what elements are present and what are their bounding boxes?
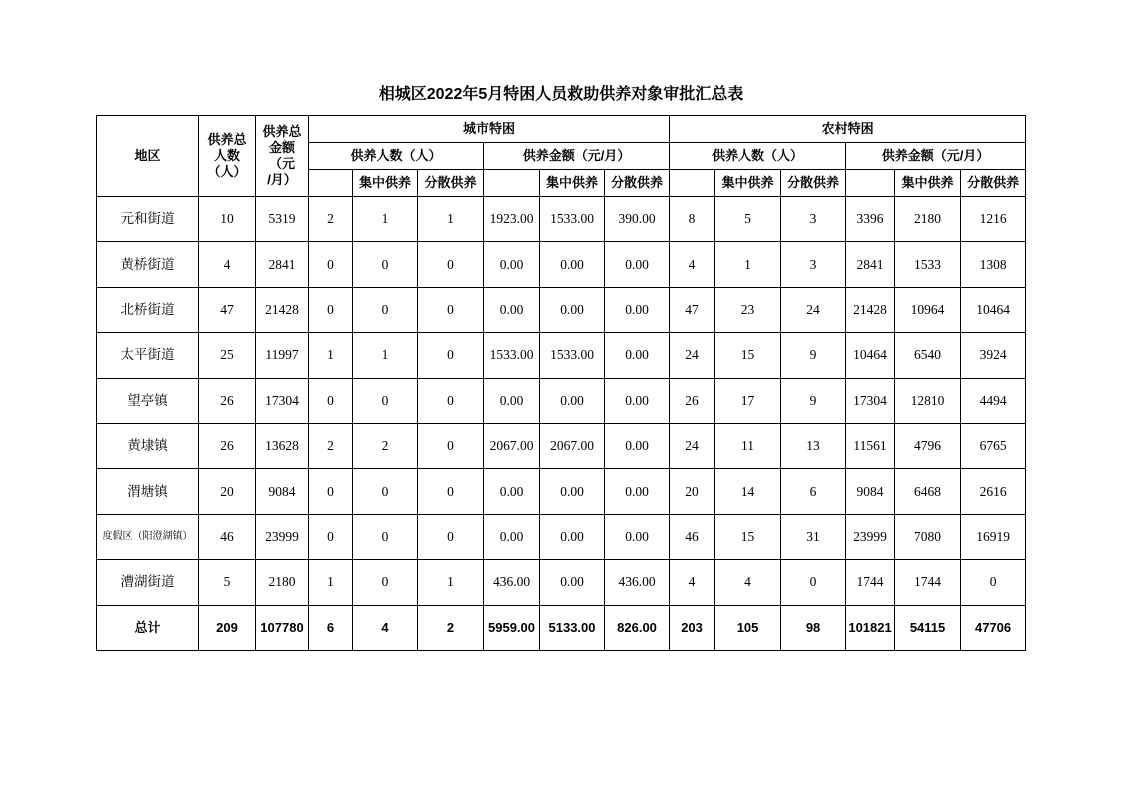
total-amount-header-line: 供养总 — [262, 124, 302, 139]
urban-amount-total-cell: 5959.00 — [484, 605, 540, 650]
region-cell: 望亭镇 — [97, 378, 199, 423]
urban-people-total-cell: 0 — [309, 378, 353, 423]
total-amount-cell: 9084 — [256, 469, 309, 514]
urban-people-centralized-cell: 0 — [353, 378, 418, 423]
urban-amount-centralized-header: 集中供养 — [540, 170, 605, 197]
total-people-cell: 46 — [199, 514, 256, 559]
table-row — [97, 469, 1026, 514]
urban-amount-total-cell: 436.00 — [484, 560, 540, 605]
urban-amount-dispersed-cell: 0.00 — [605, 333, 670, 378]
rural-people-centralized-cell: 5 — [715, 197, 781, 242]
urban-people-total-cell: 0 — [309, 514, 353, 559]
total-people-cell: 25 — [199, 333, 256, 378]
rural-people-dispersed-cell: 3 — [781, 197, 846, 242]
total-amount-header-line: 金额 — [268, 140, 295, 155]
total-amount-cell: 23999 — [256, 514, 309, 559]
rural-people-dispersed-cell: 0 — [781, 560, 846, 605]
urban-amount-centralized-cell: 0.00 — [540, 378, 605, 423]
region-cell: 黄埭镇 — [97, 423, 199, 468]
urban-amount-dispersed-cell: 0.00 — [605, 378, 670, 423]
rural-amount-centralized-cell: 6540 — [895, 333, 961, 378]
table-row — [97, 242, 1026, 287]
total-people-header — [199, 116, 256, 197]
rural-amount-centralized-cell: 2180 — [895, 197, 961, 242]
total-people-cell: 10 — [199, 197, 256, 242]
rural-people-centralized-cell: 15 — [715, 514, 781, 559]
rural-people-total-cell: 46 — [670, 514, 715, 559]
rural-people-centralized-header: 集中供养 — [715, 170, 781, 197]
urban-people-total-cell: 6 — [309, 605, 353, 650]
rural-amount-total-cell: 101821 — [846, 605, 895, 650]
urban-amount-total-cell: 2067.00 — [484, 423, 540, 468]
rural-people-centralized-cell: 15 — [715, 333, 781, 378]
rural-amount-dispersed-cell: 6765 — [961, 423, 1026, 468]
total-people-header-line: 人数 — [213, 148, 240, 163]
total-people-cell: 26 — [199, 378, 256, 423]
rural-amount-centralized-header: 集中供养 — [895, 170, 961, 197]
urban-people-total-cell: 2 — [309, 197, 353, 242]
region-cell: 元和街道 — [97, 197, 199, 242]
rural-people-centralized-cell: 1 — [715, 242, 781, 287]
rural-people-dispersed-cell: 9 — [781, 333, 846, 378]
total-people-cell: 20 — [199, 469, 256, 514]
rural-amount-dispersed-cell: 47706 — [961, 605, 1026, 650]
page-title: 相城区2022年5月特困人员救助供养对象审批汇总表 — [378, 86, 744, 103]
urban-people-centralized-cell: 0 — [353, 469, 418, 514]
urban-amount-total-cell: 0.00 — [484, 378, 540, 423]
rural-amount-centralized-cell: 1744 — [895, 560, 961, 605]
urban-people-centralized-header: 集中供养 — [353, 170, 418, 197]
total-people-cell: 4 — [199, 242, 256, 287]
rural-amount-dispersed-cell: 16919 — [961, 514, 1026, 559]
urban-amount-centralized-cell: 1533.00 — [540, 197, 605, 242]
urban-people-total-cell: 0 — [309, 287, 353, 332]
urban-people-dispersed-cell: 0 — [418, 242, 484, 287]
urban-people-dispersed-cell: 0 — [418, 287, 484, 332]
rural-people-centralized-cell: 105 — [715, 605, 781, 650]
urban-amount-dispersed-header: 分散供养 — [605, 170, 670, 197]
rural-people-total-cell: 203 — [670, 605, 715, 650]
total-amount-cell: 2180 — [256, 560, 309, 605]
rural-amount-dispersed-cell: 3924 — [961, 333, 1026, 378]
region-cell: 度假区（阳澄湖镇） — [97, 514, 199, 559]
urban-people-dispersed-header: 分散供养 — [418, 170, 484, 197]
table-row — [97, 197, 1026, 242]
rural-people-centralized-cell: 11 — [715, 423, 781, 468]
rural-amount-centralized-cell: 10964 — [895, 287, 961, 332]
rural-amount-total-cell: 23999 — [846, 514, 895, 559]
urban-amount-total-cell: 1923.00 — [484, 197, 540, 242]
rural-amount-centralized-cell: 4796 — [895, 423, 961, 468]
region-cell: 太平街道 — [97, 333, 199, 378]
total-amount-cell: 5319 — [256, 197, 309, 242]
urban-amount-centralized-cell: 5133.00 — [540, 605, 605, 650]
total-amount-header — [256, 116, 309, 197]
urban-amount-dispersed-cell: 0.00 — [605, 469, 670, 514]
region-cell: 渭塘镇 — [97, 469, 199, 514]
urban-amount-centralized-cell: 2067.00 — [540, 423, 605, 468]
table-row — [97, 423, 1026, 468]
urban-people-centralized-cell: 1 — [353, 333, 418, 378]
urban-amount-dispersed-cell: 390.00 — [605, 197, 670, 242]
rural-people-centralized-cell: 23 — [715, 287, 781, 332]
table-row — [97, 287, 1026, 332]
rural-amount-header: 供养金额（元/月） — [846, 143, 1026, 170]
rural-amount-dispersed-header: 分散供养 — [961, 170, 1026, 197]
total-label-cell: 总计 — [97, 605, 199, 650]
urban-people-centralized-cell: 0 — [353, 560, 418, 605]
table-body — [97, 197, 1026, 651]
table-row — [97, 378, 1026, 423]
rural-people-dispersed-cell: 6 — [781, 469, 846, 514]
urban-people-total-cell: 0 — [309, 469, 353, 514]
rural-people-dispersed-cell: 3 — [781, 242, 846, 287]
urban-people-centralized-cell: 1 — [353, 197, 418, 242]
rural-amount-total-cell: 9084 — [846, 469, 895, 514]
rural-amount-total-cell: 21428 — [846, 287, 895, 332]
urban-people-dispersed-cell: 0 — [418, 423, 484, 468]
total-amount-header-line: /月） — [267, 172, 297, 187]
rural-people-total-cell: 24 — [670, 333, 715, 378]
rural-people-centralized-cell: 14 — [715, 469, 781, 514]
rural-people-header: 供养人数（人） — [670, 143, 846, 170]
urban-people-dispersed-cell: 2 — [418, 605, 484, 650]
table-row — [97, 514, 1026, 559]
urban-people-header: 供养人数（人） — [309, 143, 484, 170]
rural-amount-centralized-cell: 54115 — [895, 605, 961, 650]
rural-amount-dispersed-cell: 0 — [961, 560, 1026, 605]
rural-amount-total-cell: 3396 — [846, 197, 895, 242]
urban-amount-total-cell: 0.00 — [484, 469, 540, 514]
urban-amount-centralized-cell: 1533.00 — [540, 333, 605, 378]
summary-table — [96, 115, 1026, 651]
rural-people-dispersed-cell: 24 — [781, 287, 846, 332]
rural-people-total-cell: 47 — [670, 287, 715, 332]
table-header — [97, 116, 1026, 197]
urban-amount-dispersed-cell: 0.00 — [605, 423, 670, 468]
urban-people-dispersed-cell: 0 — [418, 333, 484, 378]
urban-amount-dispersed-cell: 0.00 — [605, 242, 670, 287]
urban-amount-centralized-cell: 0.00 — [540, 287, 605, 332]
total-amount-cell: 17304 — [256, 378, 309, 423]
rural-people-total-cell: 4 — [670, 560, 715, 605]
total-people-header-line: 供养总 — [207, 132, 247, 147]
rural-amount-centralized-cell: 1533 — [895, 242, 961, 287]
urban-people-dispersed-cell: 1 — [418, 197, 484, 242]
total-people-header-line: （人） — [207, 164, 247, 179]
total-people-cell: 47 — [199, 287, 256, 332]
urban-amount-total-cell: 0.00 — [484, 287, 540, 332]
rural-people-dispersed-cell: 98 — [781, 605, 846, 650]
urban-amount-centralized-cell: 0.00 — [540, 242, 605, 287]
total-amount-cell: 13628 — [256, 423, 309, 468]
rural-people-dispersed-cell: 13 — [781, 423, 846, 468]
total-amount-header-line: （元 — [268, 156, 295, 171]
urban-amount-total-cell: 1533.00 — [484, 333, 540, 378]
rural-people-total-cell: 20 — [670, 469, 715, 514]
total-amount-cell: 21428 — [256, 287, 309, 332]
urban-people-centralized-cell: 0 — [353, 287, 418, 332]
urban-people-centralized-cell: 0 — [353, 242, 418, 287]
urban-amount-total-cell: 0.00 — [484, 514, 540, 559]
header-row-1 — [97, 116, 1026, 143]
total-people-cell: 209 — [199, 605, 256, 650]
urban-people-dispersed-cell: 1 — [418, 560, 484, 605]
rural-people-centralized-cell: 4 — [715, 560, 781, 605]
table-row — [97, 333, 1026, 378]
urban-people-total-header — [309, 170, 353, 197]
rural-amount-dispersed-cell: 2616 — [961, 469, 1026, 514]
urban-amount-header: 供养金额（元/月） — [484, 143, 670, 170]
urban-people-centralized-cell: 2 — [353, 423, 418, 468]
rural-amount-centralized-cell: 7080 — [895, 514, 961, 559]
rural-people-centralized-cell: 17 — [715, 378, 781, 423]
rural-amount-total-cell: 10464 — [846, 333, 895, 378]
urban-people-dispersed-cell: 0 — [418, 378, 484, 423]
total-people-cell: 26 — [199, 423, 256, 468]
urban-amount-dispersed-cell: 0.00 — [605, 287, 670, 332]
rural-amount-dispersed-cell: 1216 — [961, 197, 1026, 242]
rural-people-total-header — [670, 170, 715, 197]
total-amount-cell: 107780 — [256, 605, 309, 650]
urban-people-total-cell: 1 — [309, 560, 353, 605]
rural-amount-dispersed-cell: 10464 — [961, 287, 1026, 332]
urban-amount-total-cell: 0.00 — [484, 242, 540, 287]
rural-amount-dispersed-cell: 1308 — [961, 242, 1026, 287]
urban-people-dispersed-cell: 0 — [418, 469, 484, 514]
urban-people-total-cell: 2 — [309, 423, 353, 468]
rural-amount-total-cell: 11561 — [846, 423, 895, 468]
urban-amount-centralized-cell: 0.00 — [540, 469, 605, 514]
total-amount-cell: 11997 — [256, 333, 309, 378]
rural-people-total-cell: 4 — [670, 242, 715, 287]
urban-amount-total-header — [484, 170, 540, 197]
rural-amount-dispersed-cell: 4494 — [961, 378, 1026, 423]
rural-people-total-cell: 26 — [670, 378, 715, 423]
total-row — [97, 605, 1026, 650]
urban-people-centralized-cell: 0 — [353, 514, 418, 559]
rural-people-dispersed-cell: 31 — [781, 514, 846, 559]
rural-header: 农村特困 — [670, 116, 1026, 143]
rural-people-dispersed-cell: 9 — [781, 378, 846, 423]
region-cell: 北桥街道 — [97, 287, 199, 332]
rural-people-dispersed-header: 分散供养 — [781, 170, 846, 197]
urban-amount-dispersed-cell: 826.00 — [605, 605, 670, 650]
rural-amount-centralized-cell: 12810 — [895, 378, 961, 423]
region-header: 地区 — [97, 116, 199, 197]
urban-amount-dispersed-cell: 0.00 — [605, 514, 670, 559]
urban-people-total-cell: 0 — [309, 242, 353, 287]
rural-amount-centralized-cell: 6468 — [895, 469, 961, 514]
urban-amount-centralized-cell: 0.00 — [540, 514, 605, 559]
rural-amount-total-cell: 17304 — [846, 378, 895, 423]
urban-header: 城市特困 — [309, 116, 670, 143]
rural-amount-total-cell: 2841 — [846, 242, 895, 287]
urban-amount-centralized-cell: 0.00 — [540, 560, 605, 605]
region-cell: 漕湖街道 — [97, 560, 199, 605]
urban-amount-dispersed-cell: 436.00 — [605, 560, 670, 605]
total-people-cell: 5 — [199, 560, 256, 605]
urban-people-dispersed-cell: 0 — [418, 514, 484, 559]
urban-people-total-cell: 1 — [309, 333, 353, 378]
rural-people-total-cell: 8 — [670, 197, 715, 242]
rural-amount-total-header — [846, 170, 895, 197]
urban-people-centralized-cell: 4 — [353, 605, 418, 650]
total-amount-cell: 2841 — [256, 242, 309, 287]
rural-amount-total-cell: 1744 — [846, 560, 895, 605]
table-row — [97, 560, 1026, 605]
rural-people-total-cell: 24 — [670, 423, 715, 468]
region-cell: 黄桥街道 — [97, 242, 199, 287]
